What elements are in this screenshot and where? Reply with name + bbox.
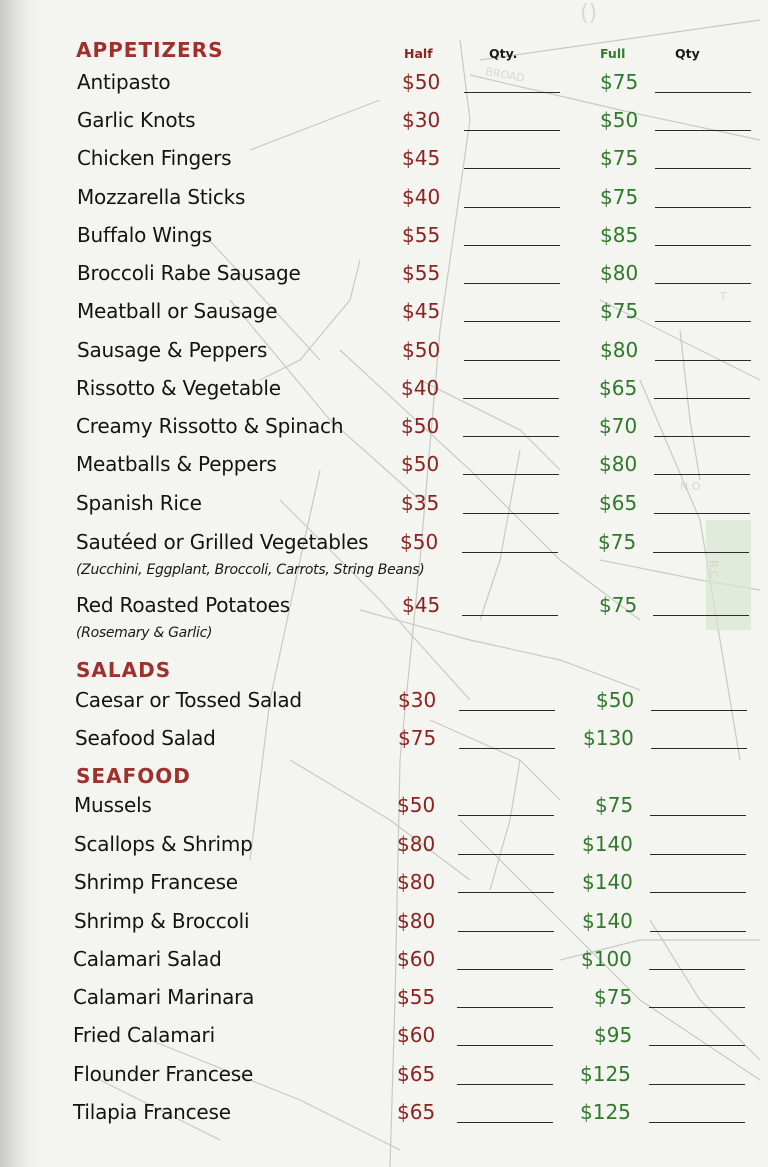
- item-name: Mozzarella Sticks: [77, 185, 246, 209]
- full-price: $130: [583, 726, 634, 750]
- full-price: $75: [599, 593, 638, 617]
- full-qty-field[interactable]: [649, 1045, 745, 1046]
- item-name: Sautéed or Grilled Vegetables: [76, 530, 369, 554]
- item-note: (Rosemary & Garlic): [76, 625, 213, 641]
- half-price: $50: [401, 452, 440, 476]
- full-qty-field[interactable]: [655, 168, 751, 169]
- menu-item: [0, 448, 768, 482]
- full-price: $65: [599, 491, 638, 515]
- full-price: $70: [599, 414, 638, 438]
- half-qty-field[interactable]: [459, 748, 555, 749]
- half-qty-field[interactable]: [457, 1007, 553, 1008]
- menu-item: [0, 981, 768, 1015]
- half-price: $50: [402, 338, 441, 362]
- item-name: Caesar or Tossed Salad: [75, 688, 302, 712]
- full-qty-field[interactable]: [651, 710, 747, 711]
- item-name: Seafood Salad: [75, 726, 216, 750]
- menu-item: [0, 866, 768, 900]
- half-price: $80: [397, 832, 436, 856]
- half-qty-field[interactable]: [457, 969, 553, 970]
- item-name: Calamari Marinara: [73, 985, 255, 1009]
- half-qty-field[interactable]: [464, 360, 560, 361]
- half-qty-field[interactable]: [462, 552, 558, 553]
- full-price: $75: [600, 185, 639, 209]
- half-price: $55: [402, 223, 441, 247]
- svg-text:T: T: [720, 290, 727, 303]
- full-qty-field[interactable]: [654, 436, 750, 437]
- item-name: Creamy Rissotto & Spinach: [76, 414, 344, 438]
- svg-text:R.C: R.C: [707, 560, 720, 579]
- half-price: $60: [397, 947, 436, 971]
- full-qty-field[interactable]: [654, 474, 750, 475]
- full-qty-field[interactable]: [651, 748, 747, 749]
- item-name: Fried Calamari: [73, 1023, 215, 1047]
- svg-text:(): (): [580, 1, 598, 26]
- full-qty-field[interactable]: [649, 1122, 745, 1123]
- full-qty-field[interactable]: [655, 245, 751, 246]
- menu-item: [0, 905, 768, 939]
- menu-item: [0, 943, 768, 977]
- item-name: Chicken Fingers: [77, 146, 232, 170]
- full-price: $75: [598, 530, 637, 554]
- menu-item: [0, 219, 768, 253]
- full-price: $140: [582, 909, 633, 933]
- svg-text:BROAD: BROAD: [484, 65, 526, 85]
- menu-item: [0, 1058, 768, 1092]
- full-price: $125: [580, 1062, 631, 1086]
- half-column-header: Half: [404, 46, 433, 61]
- full-qty-field[interactable]: [655, 360, 751, 361]
- full-qty-field[interactable]: [650, 815, 746, 816]
- half-price: $80: [397, 870, 436, 894]
- full-qty-field[interactable]: [649, 1007, 745, 1008]
- full-price: $50: [596, 688, 635, 712]
- half-qty-field[interactable]: [463, 474, 559, 475]
- full-column-header: Full: [600, 46, 626, 61]
- full-qty-field[interactable]: [655, 207, 751, 208]
- half-price: $40: [402, 185, 441, 209]
- full-price: $80: [599, 452, 638, 476]
- half-qty-field[interactable]: [463, 513, 559, 514]
- item-name: Buffalo Wings: [77, 223, 212, 247]
- item-name: Flounder Francese: [73, 1062, 254, 1086]
- half-qty-field[interactable]: [462, 615, 558, 616]
- half-price: $45: [402, 146, 441, 170]
- full-qty-field[interactable]: [655, 283, 751, 284]
- item-name: Meatballs & Peppers: [76, 452, 277, 476]
- half-price: $50: [397, 793, 436, 817]
- item-name: Tilapia Francese: [73, 1100, 231, 1124]
- full-qty-field[interactable]: [649, 1084, 745, 1085]
- half-qty-field[interactable]: [457, 1084, 553, 1085]
- half-qty-field[interactable]: [459, 710, 555, 711]
- full-price: $95: [594, 1023, 633, 1047]
- item-name: Mussels: [74, 793, 152, 817]
- full-qty-field[interactable]: [654, 398, 750, 399]
- full-price: $65: [599, 376, 638, 400]
- svg-text:N.O: N.O: [680, 480, 701, 493]
- menu-item: [0, 181, 768, 215]
- half-price: $50: [402, 70, 441, 94]
- menu-item: [0, 1019, 768, 1053]
- full-qty-field[interactable]: [655, 92, 751, 93]
- menu-item: [0, 789, 768, 823]
- full-price: $50: [600, 108, 639, 132]
- section-title-seafood: SEAFOOD: [76, 764, 191, 788]
- half-price: $75: [398, 726, 437, 750]
- full-price: $140: [582, 832, 633, 856]
- half-qty-field[interactable]: [463, 398, 559, 399]
- half-qty-field[interactable]: [464, 245, 560, 246]
- item-name: Scallops & Shrimp: [74, 832, 253, 856]
- half-qty-field[interactable]: [464, 283, 560, 284]
- full-qty-field[interactable]: [653, 615, 749, 616]
- full-price: $75: [600, 70, 639, 94]
- full-qty-field[interactable]: [653, 552, 749, 553]
- half-price: $65: [397, 1062, 436, 1086]
- full-qty-field[interactable]: [655, 130, 751, 131]
- menu-item: [0, 104, 768, 138]
- half-qty-field[interactable]: [464, 207, 560, 208]
- half-price: $30: [398, 688, 437, 712]
- menu-item: [0, 66, 768, 100]
- half-price: $45: [402, 593, 441, 617]
- full-price: $100: [581, 947, 632, 971]
- item-name: Shrimp Francese: [74, 870, 238, 894]
- menu-item: [0, 487, 768, 521]
- half-price: $60: [397, 1023, 436, 1047]
- half-price: $45: [402, 299, 441, 323]
- menu-item: [0, 828, 768, 862]
- menu-item: [0, 722, 768, 756]
- half-qty-field[interactable]: [458, 815, 554, 816]
- half-price: $35: [401, 491, 440, 515]
- menu-item: [0, 589, 768, 623]
- item-name: Red Roasted Potatoes: [76, 593, 290, 617]
- half-qty-field[interactable]: [457, 1045, 553, 1046]
- half-qty-field[interactable]: [458, 892, 554, 893]
- menu-item: [0, 372, 768, 406]
- full-price: $125: [580, 1100, 631, 1124]
- full-price: $80: [600, 261, 639, 285]
- half-qty-field[interactable]: [464, 321, 560, 322]
- full-qty-field[interactable]: [650, 931, 746, 932]
- item-name: Calamari Salad: [73, 947, 222, 971]
- full-qty-field[interactable]: [650, 892, 746, 893]
- full-price: $85: [600, 223, 639, 247]
- half-price: $55: [402, 261, 441, 285]
- menu-item: [0, 1096, 768, 1130]
- section-title-appetizers: APPETIZERS: [76, 38, 224, 62]
- menu-item: [0, 526, 768, 560]
- half-qty-column-header: Qty.: [489, 46, 518, 61]
- menu-item: [0, 295, 768, 329]
- full-price: $140: [582, 870, 633, 894]
- item-name: Garlic Knots: [77, 108, 196, 132]
- half-price: $55: [397, 985, 436, 1009]
- menu-item: [0, 257, 768, 291]
- full-price: $75: [595, 793, 634, 817]
- menu-item: [0, 142, 768, 176]
- full-qty-column-header: Qty: [675, 46, 700, 61]
- menu-item: [0, 410, 768, 444]
- half-qty-field[interactable]: [464, 168, 560, 169]
- item-name: Rissotto & Vegetable: [76, 376, 281, 400]
- half-qty-field[interactable]: [458, 854, 554, 855]
- item-note: (Zucchini, Eggplant, Broccoli, Carrots, String Beans): [76, 562, 425, 578]
- half-price: $30: [402, 108, 441, 132]
- half-qty-field[interactable]: [458, 931, 554, 932]
- item-name: Broccoli Rabe Sausage: [77, 261, 301, 285]
- full-price: $75: [594, 985, 633, 1009]
- full-qty-field[interactable]: [654, 513, 750, 514]
- half-qty-field[interactable]: [457, 1122, 553, 1123]
- item-name: Antipasto: [77, 70, 171, 94]
- full-qty-field[interactable]: [649, 969, 745, 970]
- full-price: $75: [600, 299, 639, 323]
- half-qty-field[interactable]: [463, 436, 559, 437]
- menu-item: [0, 334, 768, 368]
- full-price: $75: [600, 146, 639, 170]
- half-price: $65: [397, 1100, 436, 1124]
- item-name: Spanish Rice: [76, 491, 202, 515]
- section-title-salads: SALADS: [76, 658, 172, 682]
- half-qty-field[interactable]: [464, 92, 560, 93]
- half-price: $40: [401, 376, 440, 400]
- item-name: Shrimp & Broccoli: [74, 909, 250, 933]
- half-price: $50: [400, 530, 439, 554]
- full-qty-field[interactable]: [655, 321, 751, 322]
- full-price: $80: [600, 338, 639, 362]
- half-qty-field[interactable]: [464, 130, 560, 131]
- item-name: Meatball or Sausage: [77, 299, 278, 323]
- menu-item: [0, 684, 768, 718]
- half-price: $50: [401, 414, 440, 438]
- full-qty-field[interactable]: [650, 854, 746, 855]
- half-price: $80: [397, 909, 436, 933]
- item-name: Sausage & Peppers: [77, 338, 268, 362]
